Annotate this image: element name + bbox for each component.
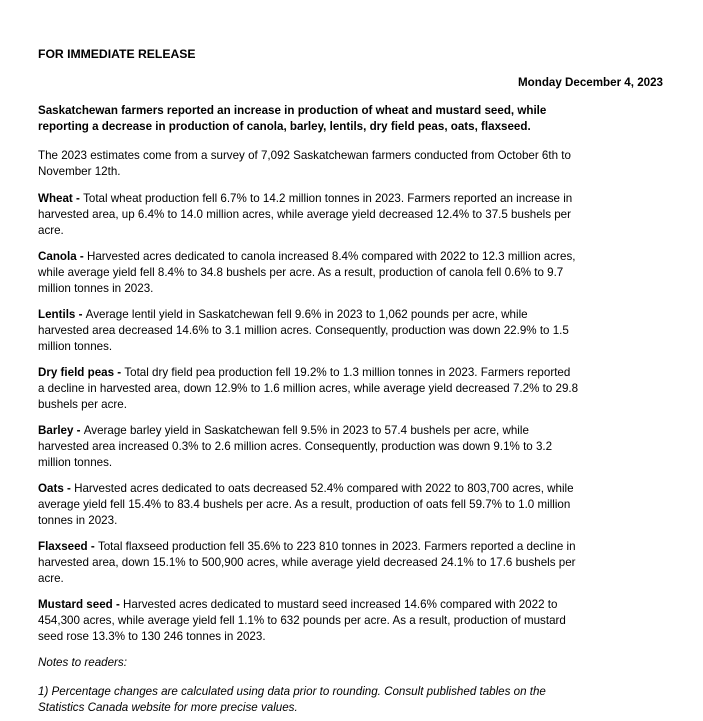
crop-line: seed rose 13.3% to 130 246 tonnes in 2023.: [38, 630, 266, 643]
crop-line: million tonnes.: [38, 456, 113, 469]
footnote-line: Statistics Canada website for more precise values.: [38, 701, 298, 714]
crop-line: Total dry field pea production fell 19.2% to 1.3 million tonnes in 2023. Farmers reported: [124, 366, 571, 379]
crop-line: tonnes in 2023.: [38, 514, 118, 527]
crop-name-label: Lentils -: [38, 308, 86, 321]
crop-line: Average lentil yield in Saskatchewan fell 9.6% in 2023 to 1,062 pounds per acre, while: [85, 308, 528, 321]
crop-paragraph-dry-field-peas: [38, 365, 685, 413]
headline-line: reporting a decrease in production of canola, barley, lentils, dry field peas, oats, flaxseed.: [38, 120, 531, 133]
crop-paragraph-lentils: [38, 307, 685, 355]
crop-paragraph-oats: [38, 481, 685, 529]
intro-paragraph: [38, 148, 685, 180]
crop-line: million tonnes.: [38, 340, 113, 353]
headline-line: Saskatchewan farmers reported an increase in production of wheat and mustard seed, while: [38, 104, 547, 117]
crop-paragraph-wheat: [38, 191, 685, 239]
crop-line: bushels per acre.: [38, 398, 127, 411]
crop-line: Harvested acres dedicated to canola increased 8.4% compared with 2022 to 12.3 million acres,: [86, 250, 576, 263]
footnote-1: [38, 684, 685, 716]
crop-line: while average yield fell 8.4% to 34.8 bushels per acre. As a result, production of canola fell 0.6% to 9.7: [38, 266, 564, 279]
crop-line: harvested area decreased 14.6% to 3.1 million acres. Consequently, production was down 22.9% to 1.5: [38, 324, 569, 337]
crop-line: average yield fell 15.4% to 83.4 bushels per acre. As a result, production of oats fell 59.7% to 1.0 million: [38, 498, 571, 511]
release-label: FOR IMMEDIATE RELEASE: [38, 47, 196, 61]
intro-line: November 12th.: [38, 165, 121, 178]
headline: [38, 103, 685, 135]
release-date: Monday December 4, 2023: [518, 76, 663, 89]
crop-name-label: Canola -: [38, 250, 87, 263]
crop-paragraph-canola: [38, 249, 685, 297]
crop-line: harvested area increased 0.3% to 2.6 million acres. Consequently, production was down 9.1% to 3.2: [38, 440, 553, 453]
crop-line: harvested area, down 15.1% to 500,900 acres, while average yield decreased 24.1% to 17.6 bushels per: [38, 556, 576, 569]
intro-line: The 2023 estimates come from a survey of 7,092 Saskatchewan farmers conducted from October 6th to: [38, 149, 571, 162]
crop-paragraph-flaxseed: [38, 539, 685, 587]
crop-paragraph-barley: [38, 423, 685, 471]
crop-name-label: Flaxseed -: [38, 540, 98, 553]
crop-name-label: Dry field peas -: [38, 366, 125, 379]
crop-line: Harvested acres dedicated to oats decreased 52.4% compared with 2022 to 803,700 acres, while: [74, 482, 574, 495]
crop-paragraph-mustard-seed: [38, 597, 685, 645]
crop-line: Average barley yield in Saskatchewan fell 9.5% in 2023 to 57.4 bushels per acre, while: [83, 424, 529, 437]
crop-line: Total wheat production fell 6.7% to 14.2 million tonnes in 2023. Farmers reported an increase in: [83, 192, 573, 205]
crop-line: Total flaxseed production fell 35.6% to 223 810 tonnes in 2023. Farmers reported a decline in: [97, 540, 576, 553]
crop-line: 454,300 acres, while average yield fell 1.1% to 632 pounds per acre. As a result, production of mustard: [38, 614, 566, 627]
notes-to-readers-title: Notes to readers:: [38, 656, 127, 669]
crop-line: Harvested acres dedicated to mustard seed increased 14.6% compared with 2022 to: [123, 598, 558, 611]
crop-line: acre.: [38, 224, 64, 237]
crop-line: a decline in harvested area, down 12.9% to 1.6 million acres, while average yield decreased 7.2% to 29.8: [38, 382, 579, 395]
crop-name-label: Barley -: [38, 424, 84, 437]
crop-name-label: Oats -: [38, 482, 75, 495]
footnote-line: 1) Percentage changes are calculated using data prior to rounding. Consult published tables on the: [38, 685, 546, 698]
crop-name-label: Mustard seed -: [38, 598, 124, 611]
crop-line: acre.: [38, 572, 64, 585]
crop-line: harvested area, up 6.4% to 14.0 million acres, while average yield decreased 12.4% to 37.5 bushels per: [38, 208, 571, 221]
crop-name-label: Wheat -: [38, 192, 84, 205]
crop-line: million tonnes in 2023.: [38, 282, 154, 295]
